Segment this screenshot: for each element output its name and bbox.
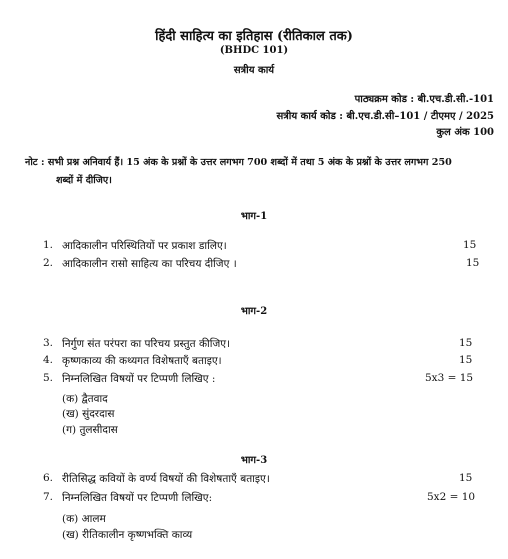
question-marks: 15	[466, 257, 480, 269]
total-marks: कुल अंक 100	[436, 127, 494, 138]
part-heading: भाग-2	[240, 306, 268, 317]
instruction-note-line1: नोट : सभी प्रश्न अनिवार्य हैं। 15 अंक के प्रश्नों के उत्तर लगभग 700 शब्दों में तथा 5 अंक के प्रश्नों के उत्तर लगभग 250	[25, 157, 452, 168]
assignment-code: सत्रीय कार्य कोड : बी.एच.डी.सी–101 / टीएमए / 2025	[276, 111, 494, 122]
sub-item: (ख) सुंदरदास	[62, 408, 115, 420]
question-text: निम्नलिखित विषयों पर टिप्पणी लिखिए:	[62, 492, 213, 504]
sub-item: (ग) तुलसीदास	[62, 424, 118, 436]
instruction-note-line2: शब्दों में दीजिए।	[56, 175, 112, 186]
question-text: निम्नलिखित विषयों पर टिप्पणी लिखिए :	[62, 373, 216, 385]
question-text: कृष्णकाव्य की कथ्यगत विशेषताएँ बताइए।	[62, 355, 222, 367]
question-text: निर्गुण संत परंपरा का परिचय प्रस्तुत कीजिए।	[62, 338, 231, 350]
part-heading: भाग-1	[240, 211, 268, 222]
question-text: आदिकालीन परिस्थितियों पर प्रकाश डालिए।	[62, 240, 227, 252]
sub-item: (क) द्वैतवाद	[62, 393, 108, 405]
question-marks: 15	[459, 337, 473, 349]
question-number: 6.	[43, 472, 54, 484]
assignment-label: सत्रीय कार्य	[233, 65, 275, 76]
sub-item: (क) आलम	[62, 513, 106, 525]
question-number: 7.	[43, 491, 54, 503]
question-number: 3.	[43, 337, 54, 349]
program-code: पाठ्यक्रम कोड : बी.एच.डी.सी.-101	[354, 94, 494, 105]
part-heading: भाग-3	[240, 455, 268, 466]
question-marks: 15	[463, 239, 477, 251]
question-marks: 5x2 = 10	[427, 491, 476, 503]
sub-item: (ख) रीतिकालीन कृष्णभक्ति काव्य	[62, 529, 193, 541]
question-number: 1.	[43, 239, 54, 251]
question-number: 2.	[43, 257, 54, 269]
question-marks: 5x3 = 15	[425, 372, 474, 384]
question-text: रीतिसिद्ध कवियों के वर्ण्य विषयों की विशेषताएँ बताइए।	[62, 473, 270, 485]
question-number: 5.	[43, 372, 54, 384]
course-code: (BHDC 101)	[219, 45, 289, 56]
question-number: 4.	[43, 354, 54, 366]
question-marks: 15	[459, 354, 473, 366]
question-text: आदिकालीन रासो साहित्य का परिचय दीजिए ।	[62, 258, 237, 270]
document-title: हिंदी साहित्य का इतिहास (रीतिकाल तक)	[155, 29, 353, 44]
question-marks: 15	[459, 472, 473, 484]
